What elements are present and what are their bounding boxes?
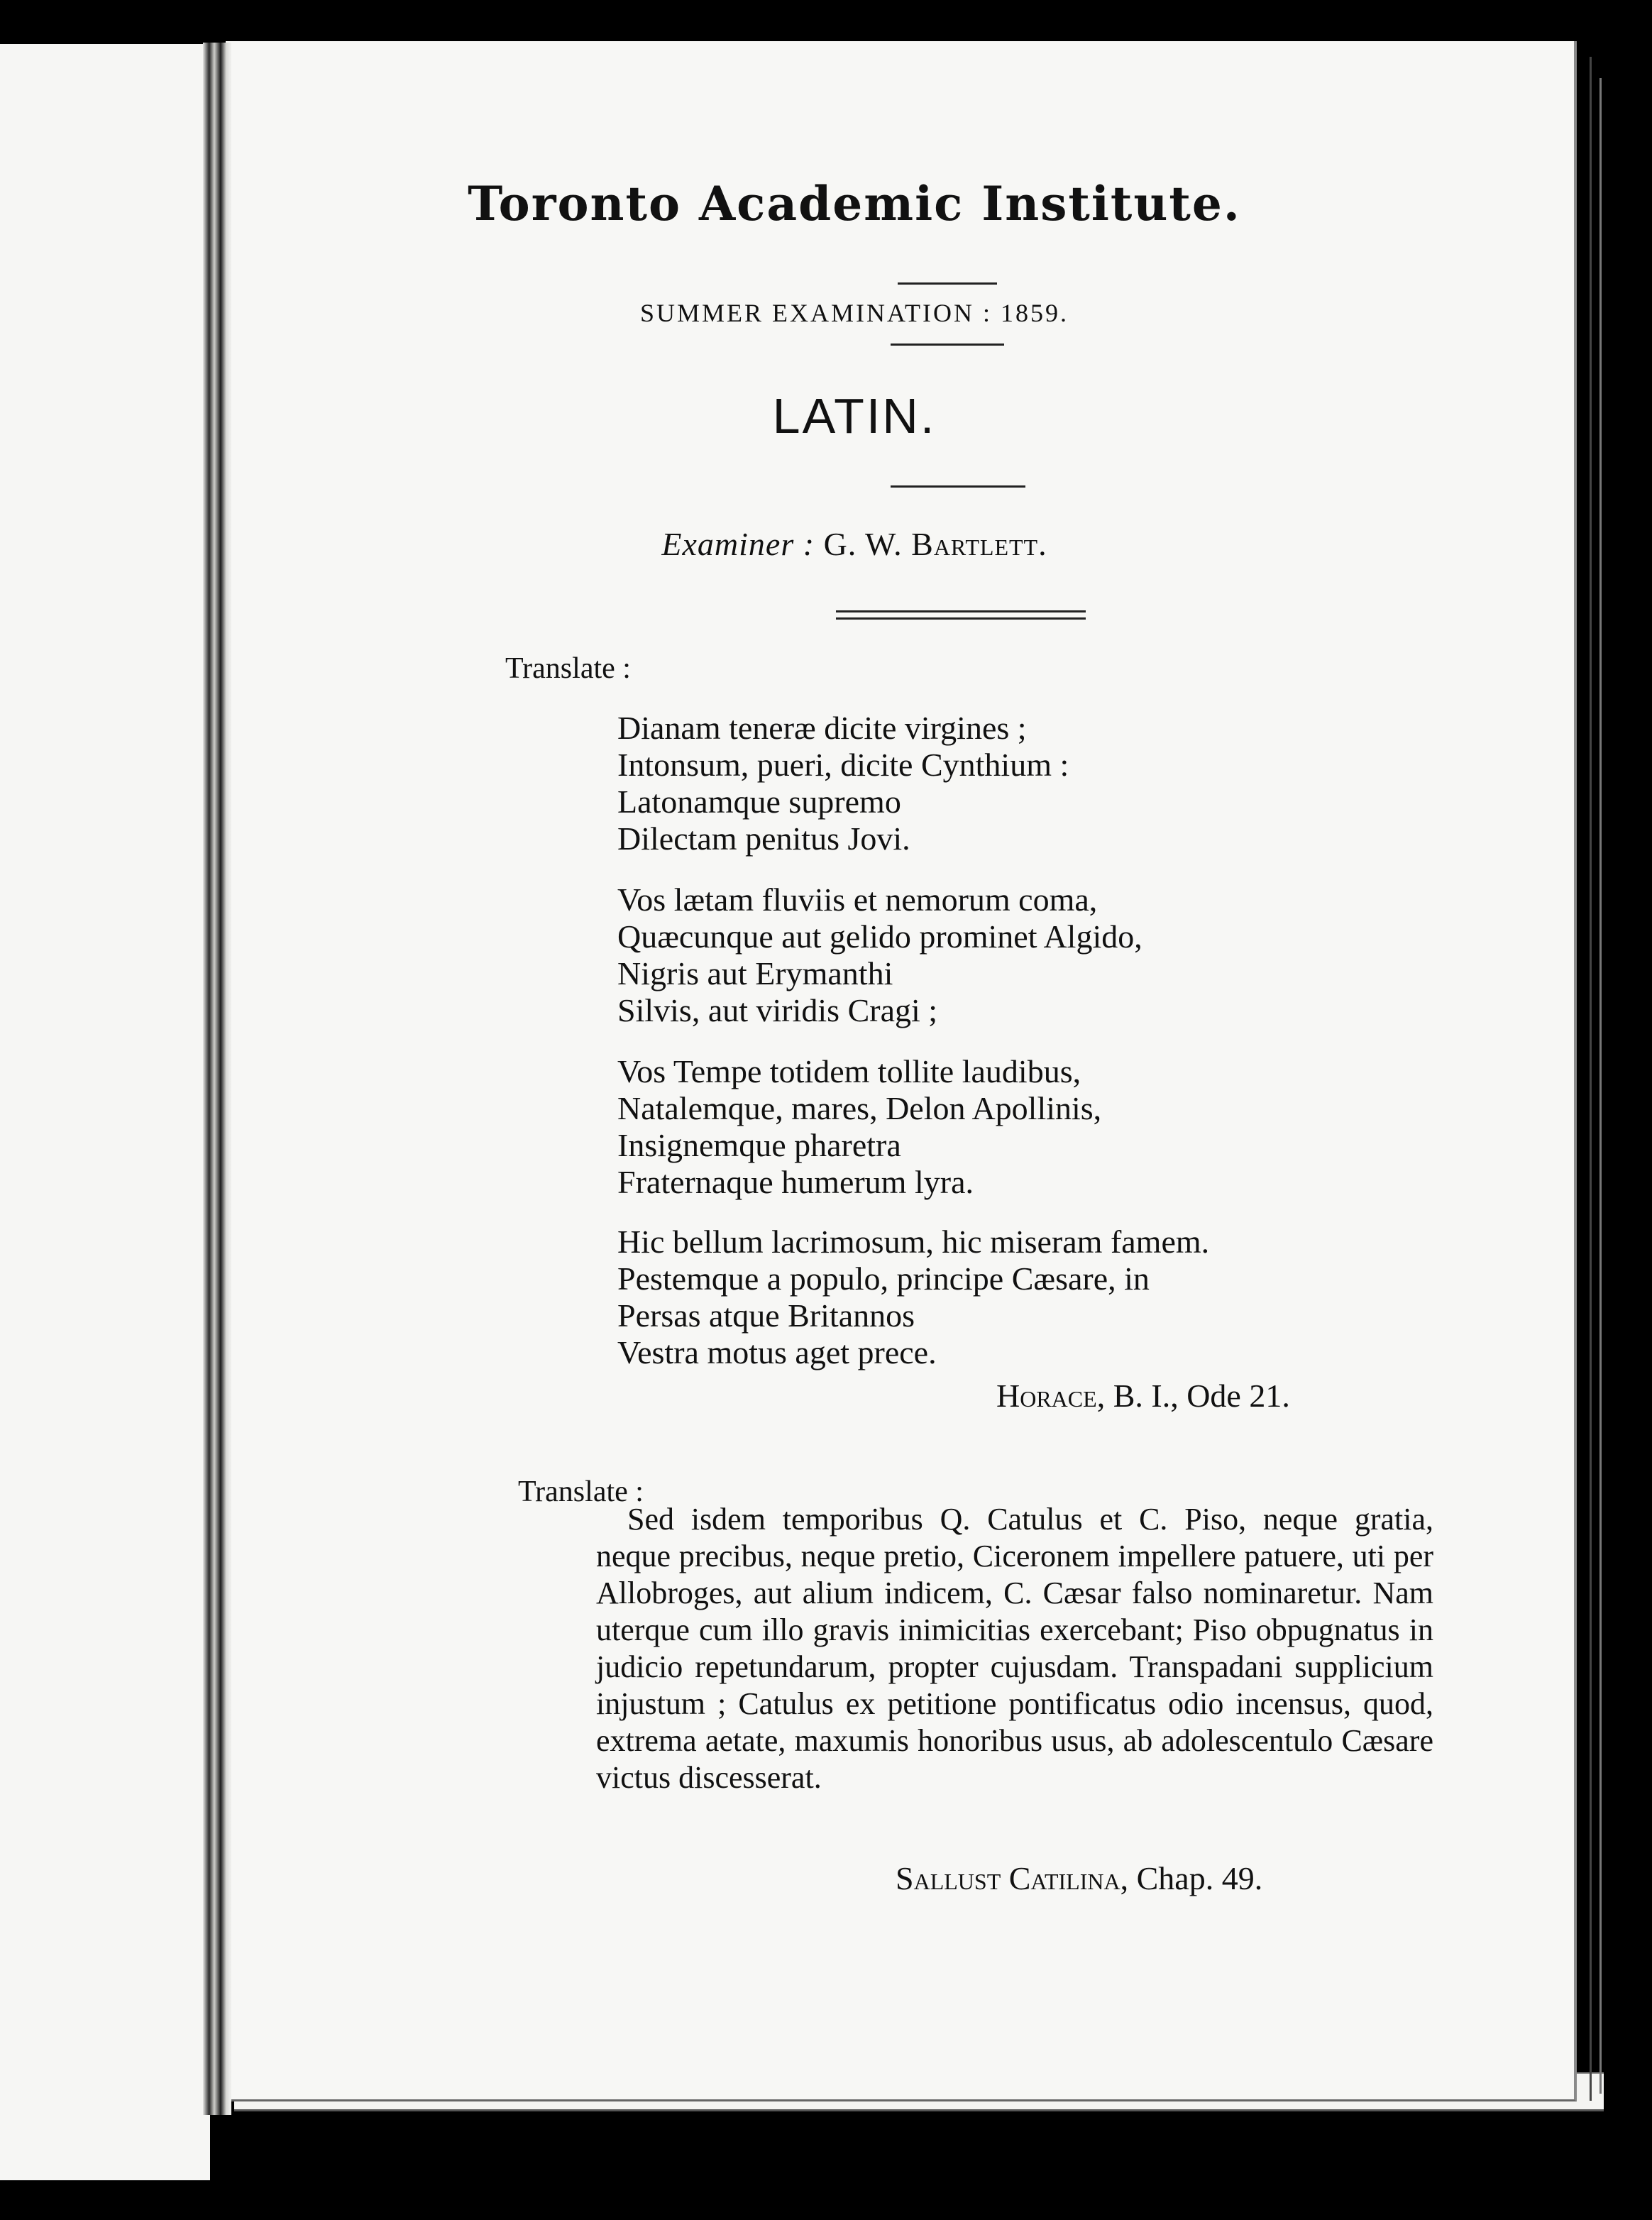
verse-line: Intonsum, pueri, dicite Cynthium : [617, 747, 1069, 783]
verse-line: Pestemque a populo, principe Cæsare, in [617, 1260, 1150, 1297]
verse-line: Vestra motus aget prece. [617, 1334, 937, 1370]
verse-line: Vos lætam fluviis et nemorum coma, [617, 881, 1098, 918]
exam-subtitle: SUMMER EXAMINATION : 1859. [639, 299, 1069, 327]
verse-line: Quæcunque aut gelido prominet Algido, [617, 918, 1142, 955]
facing-page [0, 44, 210, 2180]
citation-reference: , B. I., Ode 21. [1096, 1378, 1290, 1414]
translate-instruction-2: Translate : [518, 1476, 644, 1508]
verse-stanza [617, 1224, 1209, 1371]
examiner-label: Examiner : [661, 526, 815, 562]
verse-line: Natalemque, mares, Delon Apollinis, [617, 1090, 1102, 1126]
double-rule-top [836, 610, 1086, 612]
subject-heading: LATIN. [772, 388, 937, 444]
verse-line: Insignemque pharetra [617, 1127, 901, 1163]
examiner-name: G. W. Bartlett. [823, 526, 1047, 562]
citation-author: Sallust Catilina [896, 1860, 1120, 1896]
verse-line: Fraternaque humerum lyra. [617, 1164, 974, 1200]
verse-stanza [617, 1053, 1101, 1201]
verse-line: Dianam teneræ dicite virgines ; [617, 710, 1027, 746]
sallust-citation [896, 1859, 1262, 1897]
book-binding [203, 43, 231, 2115]
sallust-passage: Sed isdem temporibus Q. Catulus et C. Piso, neque gratia, neque precibus, neque pretio, Ciceronem impellere patuere, uti per Allobroges, aut alium indicem, C. Cæsar falso nominaretur. Nam uterque cum illo gravis inimicitias exercebant; Piso obpugnatus in judicio repetundarum, propter cujusdam. Transpadani supplicium injustum ; Catulus ex petitione pontificatus odio incensus, quod, extrema aetate, maxumis honoribus usus, ab adolescentulo Cæsare victus discesserat. [596, 1502, 1433, 1795]
verse-line: Hic bellum lacrimosum, hic miseram famem. [617, 1224, 1210, 1260]
verse-line: Silvis, aut viridis Cragi ; [617, 992, 938, 1028]
title-rule [898, 282, 997, 285]
verse-stanza [617, 710, 1069, 857]
verse-line: Vos Tempe totidem tollite laudibus, [617, 1053, 1081, 1089]
examiner-line [28, 525, 1652, 563]
citation-reference: , Chap. 49. [1120, 1860, 1263, 1896]
verse-line: Persas atque Britannos [617, 1297, 915, 1334]
citation-author: Horace [996, 1378, 1097, 1414]
subtitle-rule [891, 344, 1004, 346]
page-edge-line [1590, 57, 1592, 2101]
institute-title: Toronto Academic Institute. [468, 176, 1241, 231]
verse-stanza [617, 881, 1142, 1029]
verse-line: Dilectam penitus Jovi. [617, 820, 910, 857]
page-edge-line [1599, 78, 1602, 2094]
verse-line: Nigris aut Erymanthi [617, 955, 893, 991]
verse-line: Latonamque supremo [617, 784, 901, 820]
double-rule-bottom [836, 617, 1086, 620]
translate-instruction-1: Translate : [505, 652, 631, 685]
subject-rule [891, 485, 1025, 488]
horace-citation [996, 1377, 1290, 1414]
